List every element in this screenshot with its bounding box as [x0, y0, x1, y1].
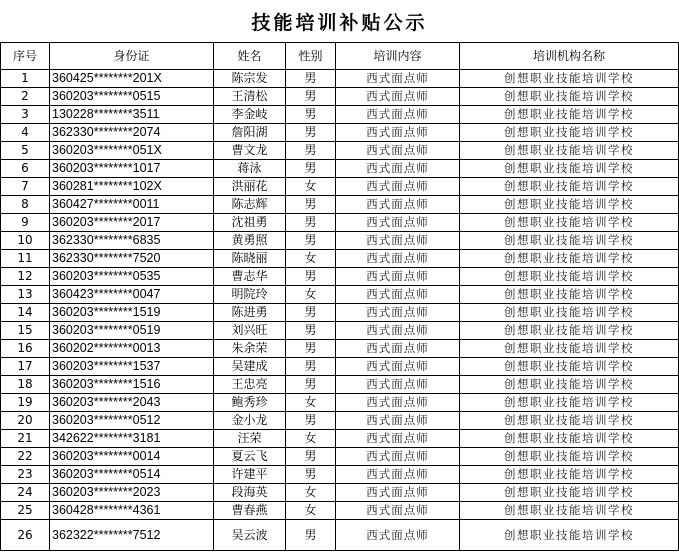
cell-training-content[interactable]: 西式面点师 — [336, 394, 460, 412]
cell-id-number[interactable]: 360202********0013 — [50, 340, 214, 358]
cell-name[interactable]: 吴建成 — [214, 358, 286, 376]
cell-index[interactable]: 23 — [1, 466, 50, 484]
cell-sex[interactable]: 男 — [286, 106, 336, 124]
cell-name[interactable]: 段海英 — [214, 484, 286, 502]
cell-name[interactable]: 陈志辉 — [214, 196, 286, 214]
cell-sex[interactable]: 男 — [286, 196, 336, 214]
cell-training-content[interactable]: 西式面点师 — [336, 214, 460, 232]
header-cell-index[interactable]: 序号 — [1, 43, 50, 70]
table-row — [1, 394, 679, 412]
cell-training-content[interactable]: 西式面点师 — [336, 232, 460, 250]
table-row — [1, 250, 679, 268]
table-row — [1, 502, 679, 520]
cell-name[interactable]: 李金岐 — [214, 106, 286, 124]
cell-training-org[interactable]: 创想职业技能培训学校 — [460, 340, 679, 358]
cell-name[interactable]: 黄勇照 — [214, 232, 286, 250]
cell-training-content[interactable]: 西式面点师 — [336, 124, 460, 142]
cell-training-org[interactable]: 创想职业技能培训学校 — [460, 106, 679, 124]
cell-index[interactable]: 17 — [1, 358, 50, 376]
cell-training-org[interactable]: 创想职业技能培训学校 — [460, 250, 679, 268]
cell-training-content[interactable]: 西式面点师 — [336, 484, 460, 502]
table-row — [1, 88, 679, 106]
table-row — [1, 70, 679, 88]
cell-id-number[interactable]: 360423********0047 — [50, 286, 214, 304]
cell-training-content[interactable]: 西式面点师 — [336, 286, 460, 304]
cell-id-number[interactable]: 360203********051X — [50, 142, 214, 160]
cell-id-number[interactable]: 360203********0535 — [50, 268, 214, 286]
cell-index[interactable]: 20 — [1, 412, 50, 430]
cell-index[interactable]: 16 — [1, 340, 50, 358]
table-row — [1, 376, 679, 394]
cell-training-org[interactable]: 创想职业技能培训学校 — [460, 394, 679, 412]
cell-id-number[interactable]: 362330********2074 — [50, 124, 214, 142]
cell-name[interactable]: 洪丽花 — [214, 178, 286, 196]
cell-index[interactable]: 8 — [1, 196, 50, 214]
table-row — [1, 124, 679, 142]
cell-sex[interactable]: 男 — [286, 340, 336, 358]
cell-training-content[interactable]: 西式面点师 — [336, 340, 460, 358]
cell-sex[interactable]: 男 — [286, 322, 336, 340]
cell-sex[interactable]: 女 — [286, 250, 336, 268]
cell-index[interactable]: 22 — [1, 448, 50, 466]
header-cell-content[interactable]: 培训内容 — [336, 43, 460, 70]
table-row — [1, 178, 679, 196]
table-row — [1, 196, 679, 214]
cell-id-number[interactable]: 360203********1537 — [50, 358, 214, 376]
cell-id-number[interactable]: 130228********3511 — [50, 106, 214, 124]
header-cell-id[interactable]: 身份证 — [50, 43, 214, 70]
cell-sex[interactable]: 男 — [286, 358, 336, 376]
header-row — [1, 43, 679, 70]
cell-training-content[interactable]: 西式面点师 — [336, 160, 460, 178]
cell-index[interactable]: 13 — [1, 286, 50, 304]
cell-training-org[interactable]: 创想职业技能培训学校 — [460, 466, 679, 484]
cell-id-number[interactable]: 360425********201X — [50, 70, 214, 88]
table-row — [1, 430, 679, 448]
cell-training-content[interactable]: 西式面点师 — [336, 250, 460, 268]
table-row — [1, 448, 679, 466]
cell-training-content[interactable]: 西式面点师 — [336, 178, 460, 196]
cell-id-number[interactable]: 360203********0514 — [50, 466, 214, 484]
header-cell-name[interactable]: 姓名 — [214, 43, 286, 70]
cell-sex[interactable]: 男 — [286, 232, 336, 250]
cell-id-number[interactable]: 342622********3181 — [50, 430, 214, 448]
cell-training-content[interactable]: 西式面点师 — [336, 376, 460, 394]
cell-sex[interactable]: 男 — [286, 160, 336, 178]
table-row — [1, 286, 679, 304]
table-row — [1, 358, 679, 376]
cell-training-org[interactable]: 创想职业技能培训学校 — [460, 502, 679, 520]
cell-training-content[interactable]: 西式面点师 — [336, 520, 460, 551]
cell-training-content[interactable]: 西式面点师 — [336, 412, 460, 430]
cell-index[interactable]: 25 — [1, 502, 50, 520]
cell-training-org[interactable]: 创想职业技能培训学校 — [460, 88, 679, 106]
cell-id-number[interactable]: 360203********0515 — [50, 88, 214, 106]
cell-id-number[interactable]: 360203********1516 — [50, 376, 214, 394]
cell-training-org[interactable]: 创想职业技能培训学校 — [460, 520, 679, 551]
cell-index[interactable]: 6 — [1, 160, 50, 178]
table-row — [1, 466, 679, 484]
cell-training-org[interactable]: 创想职业技能培训学校 — [460, 430, 679, 448]
cell-id-number[interactable]: 360203********2043 — [50, 394, 214, 412]
cell-index[interactable]: 26 — [1, 520, 50, 551]
cell-sex[interactable]: 女 — [286, 286, 336, 304]
table-row — [1, 232, 679, 250]
cell-training-org[interactable]: 创想职业技能培训学校 — [460, 70, 679, 88]
cell-name[interactable]: 陈宗发 — [214, 70, 286, 88]
cell-training-org[interactable]: 创想职业技能培训学校 — [460, 358, 679, 376]
cell-name[interactable]: 陈晓丽 — [214, 250, 286, 268]
table-row — [1, 484, 679, 502]
cell-training-org[interactable]: 创想职业技能培训学校 — [460, 412, 679, 430]
table-row — [1, 520, 679, 551]
cell-id-number[interactable]: 360427********0011 — [50, 196, 214, 214]
cell-sex[interactable]: 男 — [286, 124, 336, 142]
cell-name[interactable]: 曹志华 — [214, 268, 286, 286]
cell-sex[interactable]: 女 — [286, 484, 336, 502]
cell-index[interactable]: 2 — [1, 88, 50, 106]
cell-training-org[interactable]: 创想职业技能培训学校 — [460, 376, 679, 394]
subsidy-table — [0, 42, 679, 551]
cell-training-org[interactable]: 创想职业技能培训学校 — [460, 214, 679, 232]
cell-training-content[interactable]: 西式面点师 — [336, 106, 460, 124]
cell-index[interactable]: 21 — [1, 430, 50, 448]
cell-index[interactable]: 10 — [1, 232, 50, 250]
cell-id-number[interactable]: 362330********7520 — [50, 250, 214, 268]
cell-id-number[interactable]: 362322********7512 — [50, 520, 214, 551]
cell-training-org[interactable]: 创想职业技能培训学校 — [460, 124, 679, 142]
cell-training-org[interactable]: 创想职业技能培训学校 — [460, 160, 679, 178]
cell-index[interactable]: 11 — [1, 250, 50, 268]
cell-sex[interactable]: 男 — [286, 268, 336, 286]
cell-id-number[interactable]: 360203********1519 — [50, 304, 214, 322]
cell-id-number[interactable]: 360203********2023 — [50, 484, 214, 502]
cell-name[interactable]: 王忠亮 — [214, 376, 286, 394]
cell-sex[interactable]: 男 — [286, 304, 336, 322]
cell-training-content[interactable]: 西式面点师 — [336, 70, 460, 88]
cell-index[interactable]: 14 — [1, 304, 50, 322]
cell-name[interactable]: 陈进勇 — [214, 304, 286, 322]
cell-training-content[interactable]: 西式面点师 — [336, 142, 460, 160]
cell-training-content[interactable]: 西式面点师 — [336, 466, 460, 484]
cell-training-content[interactable]: 西式面点师 — [336, 322, 460, 340]
header-cell-org[interactable]: 培训机构名称 — [460, 43, 679, 70]
page-title: 技能培训补贴公示 — [251, 11, 428, 34]
cell-name[interactable]: 汪荣 — [214, 430, 286, 448]
cell-training-org[interactable]: 创想职业技能培训学校 — [460, 448, 679, 466]
cell-id-number[interactable]: 360428********4361 — [50, 502, 214, 520]
cell-training-org[interactable]: 创想职业技能培训学校 — [460, 142, 679, 160]
cell-name[interactable]: 刘兴旺 — [214, 322, 286, 340]
cell-training-content[interactable]: 西式面点师 — [336, 502, 460, 520]
cell-index[interactable]: 3 — [1, 106, 50, 124]
cell-name[interactable]: 明院玲 — [214, 286, 286, 304]
cell-sex[interactable]: 女 — [286, 394, 336, 412]
table-row — [1, 340, 679, 358]
cell-sex[interactable]: 男 — [286, 520, 336, 551]
cell-name[interactable]: 沈祖勇 — [214, 214, 286, 232]
cell-name[interactable]: 许建平 — [214, 466, 286, 484]
cell-name[interactable]: 吴云波 — [214, 520, 286, 551]
table-row — [1, 322, 679, 340]
cell-index[interactable]: 9 — [1, 214, 50, 232]
table-row — [1, 268, 679, 286]
cell-index[interactable]: 24 — [1, 484, 50, 502]
cell-training-content[interactable]: 西式面点师 — [336, 430, 460, 448]
cell-sex[interactable]: 男 — [286, 70, 336, 88]
cell-id-number[interactable]: 360203********2017 — [50, 214, 214, 232]
header-cell-sex[interactable]: 性别 — [286, 43, 336, 70]
table-row — [1, 214, 679, 232]
cell-training-org[interactable]: 创想职业技能培训学校 — [460, 286, 679, 304]
cell-training-org[interactable]: 创想职业技能培训学校 — [460, 178, 679, 196]
cell-name[interactable]: 王清松 — [214, 88, 286, 106]
cell-name[interactable]: 金小龙 — [214, 412, 286, 430]
cell-training-org[interactable]: 创想职业技能培训学校 — [460, 304, 679, 322]
cell-name[interactable]: 朱余荣 — [214, 340, 286, 358]
cell-training-content[interactable]: 西式面点师 — [336, 358, 460, 376]
table-row — [1, 106, 679, 124]
cell-name[interactable]: 曹文龙 — [214, 142, 286, 160]
cell-training-org[interactable]: 创想职业技能培训学校 — [460, 268, 679, 286]
cell-sex[interactable]: 男 — [286, 448, 336, 466]
cell-index[interactable]: 19 — [1, 394, 50, 412]
cell-id-number[interactable]: 360203********0519 — [50, 322, 214, 340]
cell-sex[interactable]: 女 — [286, 178, 336, 196]
cell-sex[interactable]: 男 — [286, 214, 336, 232]
title-row — [0, 0, 679, 43]
cell-id-number[interactable]: 360203********0014 — [50, 448, 214, 466]
cell-sex[interactable]: 男 — [286, 466, 336, 484]
cell-index[interactable]: 15 — [1, 322, 50, 340]
cell-id-number[interactable]: 362330********6835 — [50, 232, 214, 250]
cell-training-content[interactable]: 西式面点师 — [336, 268, 460, 286]
cell-training-content[interactable]: 西式面点师 — [336, 304, 460, 322]
cell-training-org[interactable]: 创想职业技能培训学校 — [460, 322, 679, 340]
table-row — [1, 304, 679, 322]
cell-training-content[interactable]: 西式面点师 — [336, 88, 460, 106]
cell-training-org[interactable]: 创想职业技能培训学校 — [460, 196, 679, 214]
cell-id-number[interactable]: 360203********1017 — [50, 160, 214, 178]
cell-sex[interactable]: 男 — [286, 412, 336, 430]
table-row — [1, 412, 679, 430]
table-row — [1, 160, 679, 178]
cell-name[interactable]: 詹阳湖 — [214, 124, 286, 142]
cell-index[interactable]: 4 — [1, 124, 50, 142]
cell-index[interactable]: 12 — [1, 268, 50, 286]
cell-sex[interactable]: 男 — [286, 88, 336, 106]
cell-sex[interactable]: 男 — [286, 376, 336, 394]
cell-id-number[interactable]: 360281********102X — [50, 178, 214, 196]
cell-training-content[interactable]: 西式面点师 — [336, 448, 460, 466]
cell-index[interactable]: 1 — [1, 70, 50, 88]
cell-index[interactable]: 5 — [1, 142, 50, 160]
cell-training-org[interactable]: 创想职业技能培训学校 — [460, 232, 679, 250]
cell-sex[interactable]: 男 — [286, 142, 336, 160]
cell-index[interactable]: 7 — [1, 178, 50, 196]
cell-name[interactable]: 蒋泳 — [214, 160, 286, 178]
cell-id-number[interactable]: 360203********0512 — [50, 412, 214, 430]
cell-sex[interactable]: 女 — [286, 430, 336, 448]
cell-name[interactable]: 鲍秀珍 — [214, 394, 286, 412]
table-row — [1, 142, 679, 160]
cell-name[interactable]: 夏云飞 — [214, 448, 286, 466]
cell-name[interactable]: 曹春燕 — [214, 502, 286, 520]
cell-training-org[interactable]: 创想职业技能培训学校 — [460, 484, 679, 502]
cell-training-content[interactable]: 西式面点师 — [336, 196, 460, 214]
cell-sex[interactable]: 女 — [286, 502, 336, 520]
cell-index[interactable]: 18 — [1, 376, 50, 394]
